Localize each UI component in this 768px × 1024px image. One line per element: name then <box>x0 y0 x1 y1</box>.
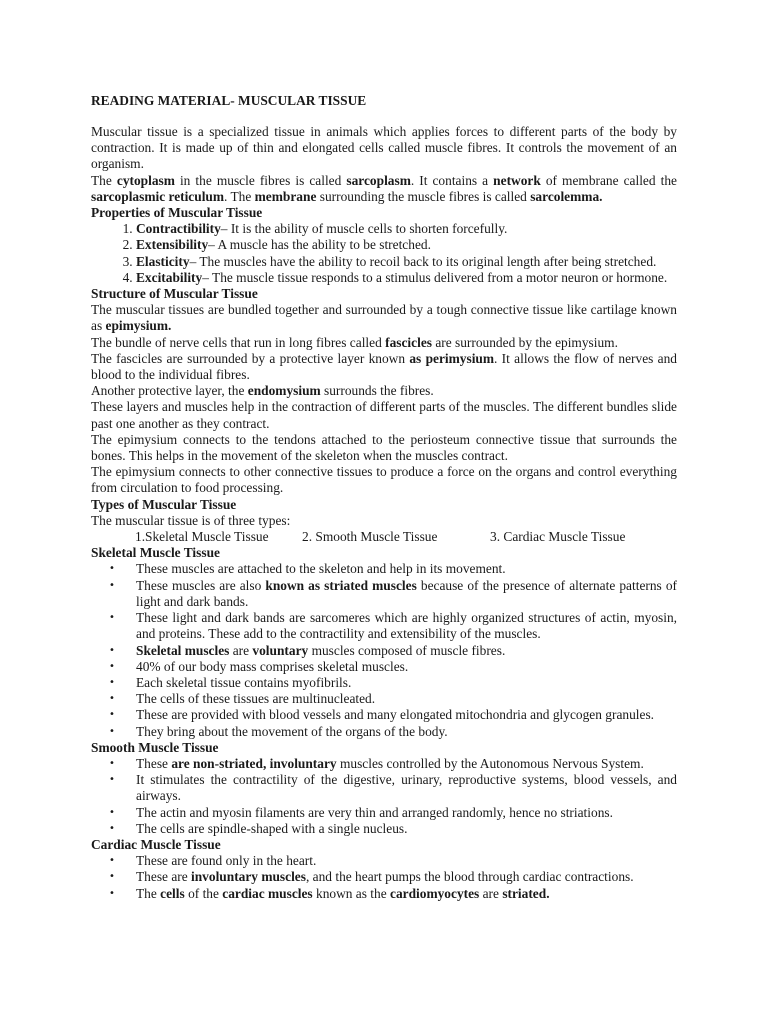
property-item: 4. Excitability– The muscle tissue responds to a stimulus delivered from a motor neuron or hormone. <box>136 270 677 286</box>
list-item: • They bring about the movement of the organs of the body. <box>136 724 677 740</box>
list-item: • The cells are spindle-shaped with a single nucleus. <box>136 821 677 837</box>
structure-paragraph: The epimysium connects to other connective tissues to produce a force on the organs and control everything from circulation to food processing. <box>91 464 677 496</box>
structure-paragraph: The bundle of nerve cells that run in long fibres called fascicles are surrounded by the epimysium. <box>91 334 618 350</box>
property-item: 3. Elasticity– The muscles have the ability to recoil back to its original length after being stretched. <box>136 254 677 270</box>
list-item: • These muscles are also known as striated muscles because of the presence of alternate patterns of light and dark bands. <box>136 578 677 610</box>
type-skeletal: 1.Skeletal Muscle Tissue <box>135 529 269 545</box>
types-intro: The muscular tissue is of three types: <box>91 512 291 528</box>
property-item: 1. Contractibility– It is the ability of muscle cells to shorten forcefully. <box>136 221 677 237</box>
type-cardiac: 3. Cardiac Muscle Tissue <box>490 529 626 545</box>
document-body <box>91 92 677 902</box>
types-row <box>91 529 677 545</box>
cardiac-list <box>91 853 677 902</box>
list-item: • 40% of our body mass comprises skeletal muscles. <box>136 659 677 675</box>
properties-list <box>91 221 677 286</box>
skeletal-heading: Skeletal Muscle Tissue <box>91 545 220 561</box>
list-item: • Each skeletal tissue contains myofibrils. <box>136 675 677 691</box>
document-title: READING MATERIAL- MUSCULAR TISSUE <box>91 93 367 108</box>
list-item: • Skeletal muscles are voluntary muscles composed of muscle fibres. <box>136 643 677 659</box>
intro-paragraph: Muscular tissue is a specialized tissue in animals which applies forces to different parts of the body by contraction. It is made up of thin and elongated cells called muscle fibres. It controls the movement of an organism. <box>91 124 677 172</box>
list-item: • The cells of the cardiac muscles known as the cardiomyocytes are striated. <box>136 886 677 902</box>
list-item: • These light and dark bands are sarcomeres which are highly organized structures of actin, myosin, and proteins. These add to the contractility and extensibility of the muscles. <box>136 610 677 642</box>
structure-paragraph: The muscular tissues are bundled together and surrounded by a tough connective tissue like cartilage known as epimysium. <box>91 302 677 334</box>
skeletal-list <box>91 561 677 739</box>
smooth-heading: Smooth Muscle Tissue <box>91 739 219 755</box>
properties-heading: Properties of Muscular Tissue <box>91 205 263 221</box>
types-heading: Types of Muscular Tissue <box>91 496 237 512</box>
smooth-list <box>91 756 677 837</box>
structure-paragraph: Another protective layer, the endomysium surrounds the fibres. <box>91 383 434 399</box>
list-item: • These are provided with blood vessels and many elongated mitochondria and glycogen granules. <box>136 707 677 723</box>
list-item: • These are non-striated, involuntary muscles controlled by the Autonomous Nervous System. <box>136 756 677 772</box>
structure-heading: Structure of Muscular Tissue <box>91 286 258 302</box>
list-item: • These muscles are attached to the skeleton and help in its movement. <box>136 561 677 577</box>
cardiac-heading: Cardiac Muscle Tissue <box>91 836 221 852</box>
list-item: • These are found only in the heart. <box>136 853 677 869</box>
structure-paragraph: The epimysium connects to the tendons attached to the periosteum connective tissue that surrounds the bones. This helps in the movement of the skeleton when the muscles contract. <box>91 431 677 464</box>
structure-paragraph: The fascicles are surrounded by a protective layer known as perimysium. It allows the flow of nerves and blood to the individual fibres. <box>91 350 677 383</box>
structure-paragraph: These layers and muscles help in the contraction of different parts of the muscles. The different bundles slide past one another as they contract. <box>91 399 677 431</box>
type-smooth: 2. Smooth Muscle Tissue <box>302 529 438 545</box>
list-item: • These are involuntary muscles, and the heart pumps the blood through cardiac contractions. <box>136 869 677 885</box>
list-item: • The cells of these tissues are multinucleated. <box>136 691 677 707</box>
list-item: • The actin and myosin filaments are very thin and arranged randomly, hence no striations. <box>136 805 677 821</box>
cytoplasm-paragraph: The cytoplasm in the muscle fibres is called sarcoplasm. It contains a network of membrane called the sarcoplasmic reticulum. The membrane surrounding the muscle fibres is called sarcolemma. <box>91 172 677 204</box>
list-item: • It stimulates the contractility of the digestive, urinary, reproductive systems, blood vessels, and airways. <box>136 772 677 804</box>
property-item: 2. Extensibility– A muscle has the ability to be stretched. <box>136 237 677 253</box>
